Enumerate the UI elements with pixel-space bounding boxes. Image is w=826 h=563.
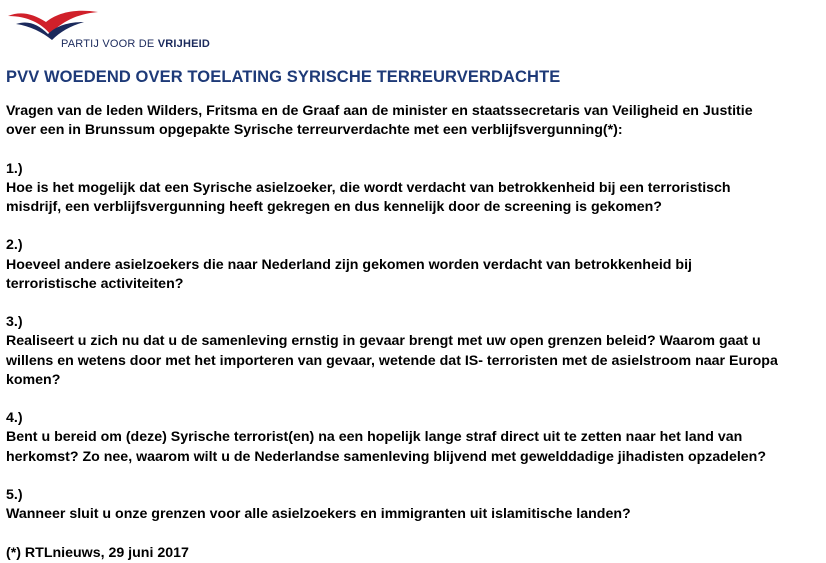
question-number: 1.) — [6, 160, 23, 177]
seagull-logo-icon — [6, 2, 106, 42]
question-number: 5.) — [6, 486, 23, 503]
question-number: 2.) — [6, 237, 23, 254]
document-body — [6, 102, 821, 563]
intro-line: Vragen van de leden Wilders, Fritsma en de Graaf aan de minister en staatssecretaris van Veiligheid en Justitie — [6, 103, 753, 119]
source-note: (*) RTLnieuws, 29 juni 2017 — [6, 544, 189, 561]
question-line: Bent u bereid om (deze) Syrische terrorist(en) na een hopelijk lange straf direct uit te zetten naar het land van — [6, 429, 743, 446]
intro-line: over een in Brunssum opgepakte Syrische terreurverdachte met een verblijfsvergunning(*): — [6, 122, 623, 139]
question-line: Realiseert u zich nu dat u de samenleving ernstig in gevaar brengt met uw open grenzen beleid? Waarom gaat u — [6, 333, 761, 350]
page-title: PVV WOEDEND OVER TOELATING SYRISCHE TERREURVERDACHTE — [6, 68, 561, 86]
question-line: komen? — [6, 371, 61, 388]
question-line: misdrijf, een verblijfsvergunning heeft gekregen en dus kennelijk door de screening is gekomen? — [6, 199, 662, 215]
question-number: 4.) — [6, 410, 23, 427]
question-line: Hoe is het mogelijk dat een Syrische asielzoeker, die wordt verdacht van betrokkenheid bij een terroristisch — [6, 179, 731, 196]
pvv-logo — [6, 2, 226, 58]
question-line: terroristische activiteiten? — [6, 275, 184, 292]
question-line: herkomst? Zo nee, waarom wilt u de Nederlandse samenleving blijvend met gewelddadige jihadisten opzadelen? — [6, 448, 766, 465]
question-line: Hoeveel andere asielzoekers die naar Nederland zijn gekomen worden verdacht van betrokkenheid bij — [6, 256, 692, 273]
question-line: willens en wetens door met het importeren van gevaar, wetende dat IS- terroristen met de asielstroom naar Europa — [6, 352, 778, 369]
logo-text: PARTIJ VOOR DE VRIJHEID — [61, 38, 211, 50]
question-number: 3.) — [6, 314, 23, 331]
question-line: Wanneer sluit u onze grenzen voor alle asielzoekers en immigranten uit islamitische landen? — [6, 506, 631, 523]
